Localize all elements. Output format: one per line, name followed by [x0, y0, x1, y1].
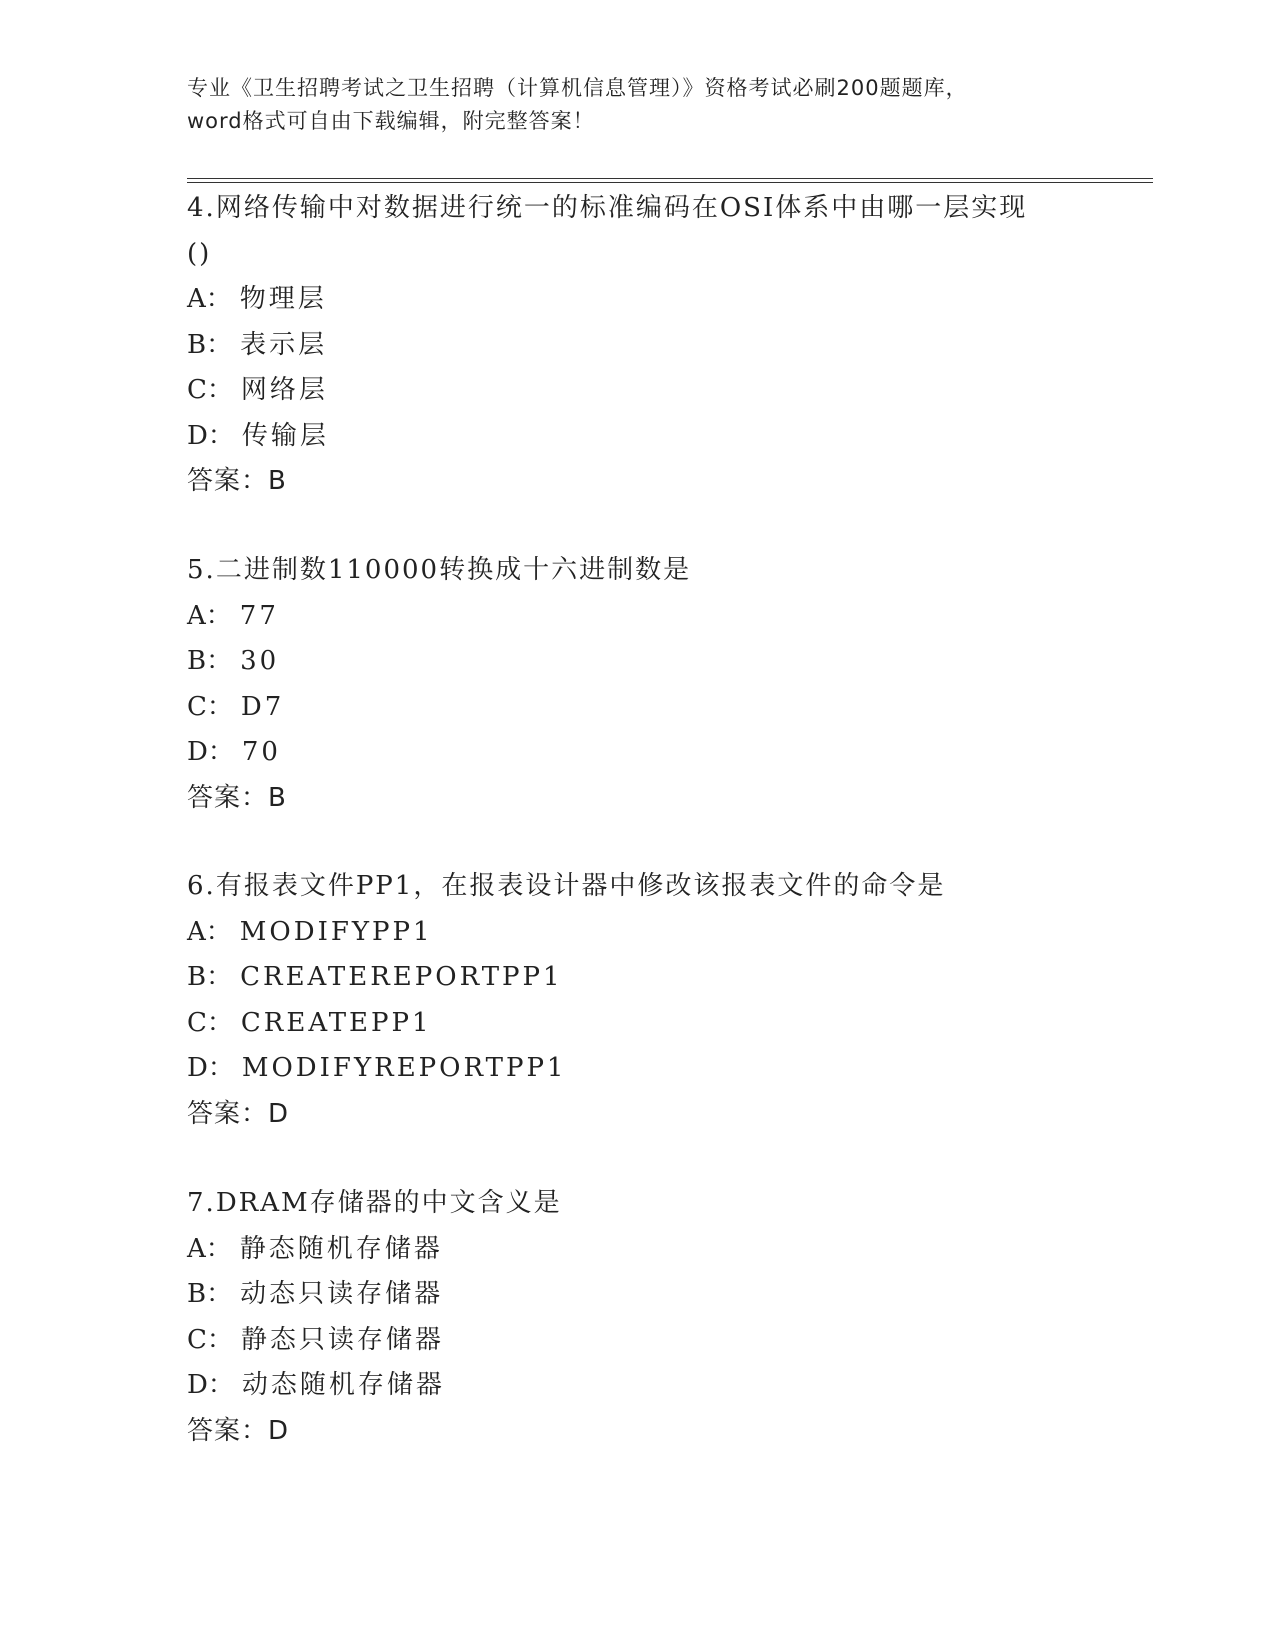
answer-line: 答案：B	[187, 466, 287, 496]
option-letter: D：	[187, 420, 234, 451]
option-letter: A：	[187, 284, 232, 314]
question-4	[187, 186, 1087, 505]
option-letter: C：	[187, 1007, 233, 1038]
header-line-1: 专业《卫生招聘考试之卫生招聘（计算机信息管理）》资格考试必刷200题题库，	[187, 76, 968, 100]
question-6	[187, 864, 1087, 1137]
option-text: 物理层	[239, 284, 327, 314]
option-letter: B：	[187, 1279, 233, 1309]
option-letter: D：	[187, 737, 234, 767]
option-a	[187, 277, 1087, 323]
question-stem	[187, 548, 1087, 594]
option-letter: A：	[187, 1233, 232, 1264]
option-text: MODIFYPP1	[239, 916, 433, 947]
option-text: 静态只读存储器	[240, 1324, 444, 1355]
option-letter: A：	[187, 600, 232, 631]
option-text: 静态随机存储器	[239, 1233, 443, 1264]
option-text: CREATEREPORTPP1	[240, 962, 563, 992]
question-number: 6.	[187, 871, 216, 901]
question-text: DRAM存储器的中文含义是	[215, 1188, 562, 1218]
option-text: 70	[241, 737, 281, 767]
question-number: 4.	[187, 193, 216, 223]
option-text: D7	[240, 691, 285, 722]
option-letter: D：	[187, 1370, 234, 1400]
header-line-2: word格式可自由下载编辑，附完整答案！	[187, 109, 595, 133]
question-stem	[187, 864, 1087, 910]
option-a	[187, 1227, 1087, 1273]
document-header	[187, 72, 1087, 138]
question-5	[187, 548, 1087, 821]
question-7	[187, 1181, 1087, 1454]
option-text: 传输层	[241, 420, 329, 451]
answer-line: 答案：D	[187, 1415, 290, 1446]
option-b	[187, 639, 1087, 685]
option-letter: C：	[187, 691, 233, 722]
option-text: 30	[240, 646, 280, 676]
option-letter: B：	[187, 646, 233, 676]
option-d	[187, 1363, 1087, 1409]
option-letter: A：	[187, 916, 232, 947]
option-text: 网络层	[240, 375, 328, 405]
question-text: 有报表文件PP1，在报表设计器中修改该报表文件的命令是	[215, 871, 946, 901]
option-d	[187, 414, 1087, 460]
option-b	[187, 323, 1087, 369]
option-letter: D：	[187, 1053, 234, 1083]
option-text: CREATEPP1	[240, 1007, 432, 1038]
option-c	[187, 1001, 1087, 1047]
answer-line: 答案：D	[187, 1098, 290, 1129]
header-divider-top	[187, 178, 1153, 179]
option-text: 动态只读存储器	[240, 1279, 444, 1309]
option-d	[187, 730, 1087, 776]
question-stem-continuation: ()	[187, 238, 212, 269]
option-c	[187, 685, 1087, 731]
question-text: 二进制数110000转换成十六进制数是	[215, 555, 692, 585]
question-text: 网络传输中对数据进行统一的标准编码在OSI体系中由哪一层实现	[215, 193, 1028, 223]
option-a	[187, 910, 1087, 956]
option-text: 动态随机存储器	[241, 1370, 445, 1400]
answer-line: 答案：B	[187, 782, 287, 813]
header-divider-bottom	[187, 182, 1153, 183]
option-b	[187, 955, 1087, 1001]
option-b	[187, 1272, 1087, 1318]
option-letter: C：	[187, 375, 233, 405]
option-c	[187, 368, 1087, 414]
option-text: MODIFYREPORTPP1	[241, 1053, 567, 1083]
option-text: 77	[239, 600, 279, 631]
option-d	[187, 1046, 1087, 1092]
option-text: 表示层	[240, 329, 328, 360]
question-number: 5.	[187, 555, 216, 585]
option-a	[187, 594, 1087, 640]
question-stem	[187, 1181, 1087, 1227]
option-letter: C：	[187, 1324, 233, 1355]
option-c	[187, 1318, 1087, 1364]
question-stem	[187, 186, 1087, 232]
question-number: 7.	[187, 1188, 216, 1218]
option-letter: B：	[187, 962, 233, 992]
option-letter: B：	[187, 329, 233, 360]
